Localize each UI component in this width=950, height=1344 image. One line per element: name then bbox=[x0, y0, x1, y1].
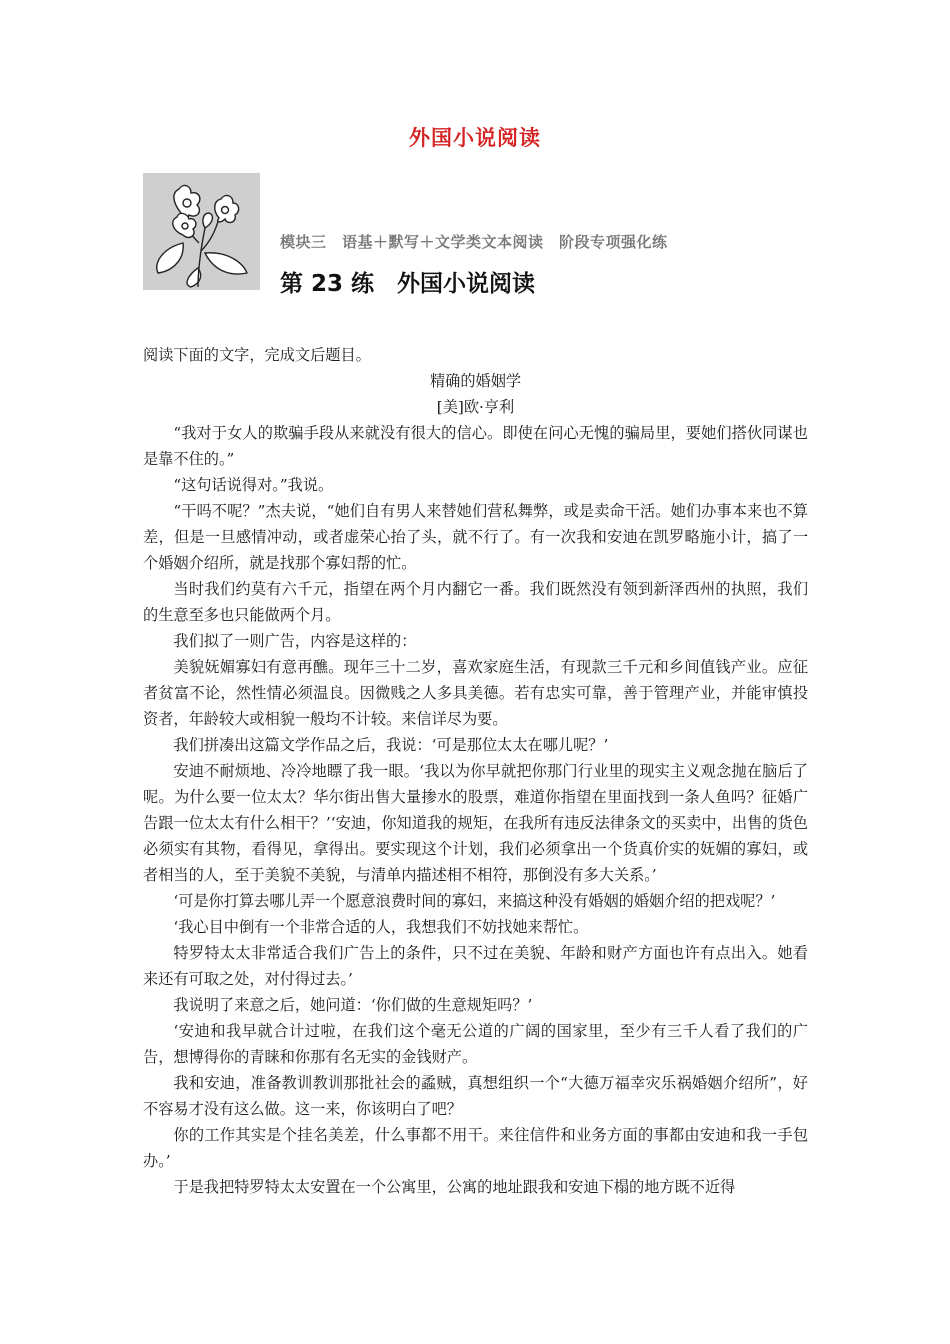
paragraph: “这句话说得对。”我说。 bbox=[173, 476, 334, 494]
paragraph: 你的工作其实是个挂名美差，什么事都不用干。来往信件和业务方面的事都由安迪和我一手包办。’ bbox=[143, 1126, 808, 1170]
paragraph: “干吗不呢？”杰夫说，“她们自有男人来替她们营私舞弊，或是卖命干活。她们办事本来也不算差，但是一旦感情冲动，或者虚荣心抬了头，就不行了。有一次我和安迪在凯罗略施小计，搞了一个婚姻介绍所，就是找那个寡妇帮的忙。 bbox=[143, 502, 808, 572]
flower-illustration bbox=[143, 173, 260, 290]
instruction: 阅读下面的文字，完成文后题目。 bbox=[143, 346, 371, 364]
paragraph: 特罗特太太非常适合我们广告上的条件，只不过在美貌、年龄和财产方面也许有点出入。她看来还有可取之处，对付得过去。’ bbox=[143, 944, 808, 988]
paragraph: ‘我心目中倒有一个非常合适的人，我想我们不妨找她来帮忙。 bbox=[173, 918, 589, 936]
paragraph: 当时我们约莫有六千元，指望在两个月内翻它一番。我们既然没有领到新泽西州的执照，我们的生意至多也只能做两个月。 bbox=[143, 580, 808, 624]
paragraph: “我对于女人的欺骗手段从来就没有很大的信心。即使在问心无愧的骗局里，要她们搭伙同谋也是靠不住的。” bbox=[143, 424, 808, 468]
module-line: 模块三 语基＋默写＋文学类文本阅读 阶段专项强化练 bbox=[280, 233, 668, 251]
page-title: 外国小说阅读 bbox=[409, 126, 541, 150]
paragraph: 我们拟了一则广告，内容是这样的： bbox=[173, 632, 417, 650]
lesson-title: 第 23 练 外国小说阅读 bbox=[280, 271, 536, 297]
paragraph: 美貌妩媚寡妇有意再醮。现年三十二岁，喜欢家庭生活，有现款三千元和乡间值钱产业。应征者贫富不论，然性情必须温良。因微贱之人多具美德。若有忠实可靠，善于管理产业，并能审慎投资者，年龄较大或相貌一般均不计较。来信详尽为要。 bbox=[143, 658, 808, 728]
paragraph: ‘安迪和我早就合计过啦，在我们这个毫无公道的广阔的国家里，至少有三千人看了我们的广告，想博得你的青睐和你那有名无实的金钱财产。 bbox=[143, 1022, 808, 1066]
paragraph: 安迪不耐烦地、冷冷地瞟了我一眼。‘我以为你早就把你那门行业里的现实主义观念抛在脑后了呢。为什么要一位太太？华尔街出售大量掺水的股票，难道你指望在里面找到一条人鱼吗？征婚广告跟一位太太有什么相干？’‘安迪，你知道我的规矩，在我所有违反法律条文的买卖中，出售的货色必须实有其物，看得见，拿得出。要实现这个计划，我们必须拿出一个货真价实的妩媚的寡妇，或者相当的人，至于美貌不美貌，与清单内描述相不相符，那倒没有多大关系。’ bbox=[143, 762, 808, 884]
paragraph: 我说明了来意之后，她问道：‘你们做的生意规矩吗？’ bbox=[173, 996, 533, 1014]
story-title: 精确的婚姻学 bbox=[429, 372, 522, 390]
paragraph: 我和安迪，准备教训教训那批社会的蟊贼，真想组织一个“大德万福幸灾乐祸婚姻介绍所”，好不容易才没有这么做。这一来，你该明白了吧？ bbox=[143, 1074, 808, 1118]
story-author: [美]欧·亨利 bbox=[436, 398, 515, 416]
flower-icon bbox=[143, 173, 260, 290]
paragraph: ‘可是你打算去哪儿弄一个愿意浪费时间的寡妇，来搞这种没有婚姻的婚姻介绍的把戏呢？’ bbox=[173, 892, 776, 910]
paragraph: 我们拼凑出这篇文学作品之后，我说：‘可是那位太太在哪儿呢？’ bbox=[173, 736, 609, 754]
article-body bbox=[143, 342, 808, 1200]
paragraph: 于是我把特罗特太太安置在一个公寓里，公寓的地址跟我和安迪下榻的地方既不近得 bbox=[173, 1178, 736, 1196]
